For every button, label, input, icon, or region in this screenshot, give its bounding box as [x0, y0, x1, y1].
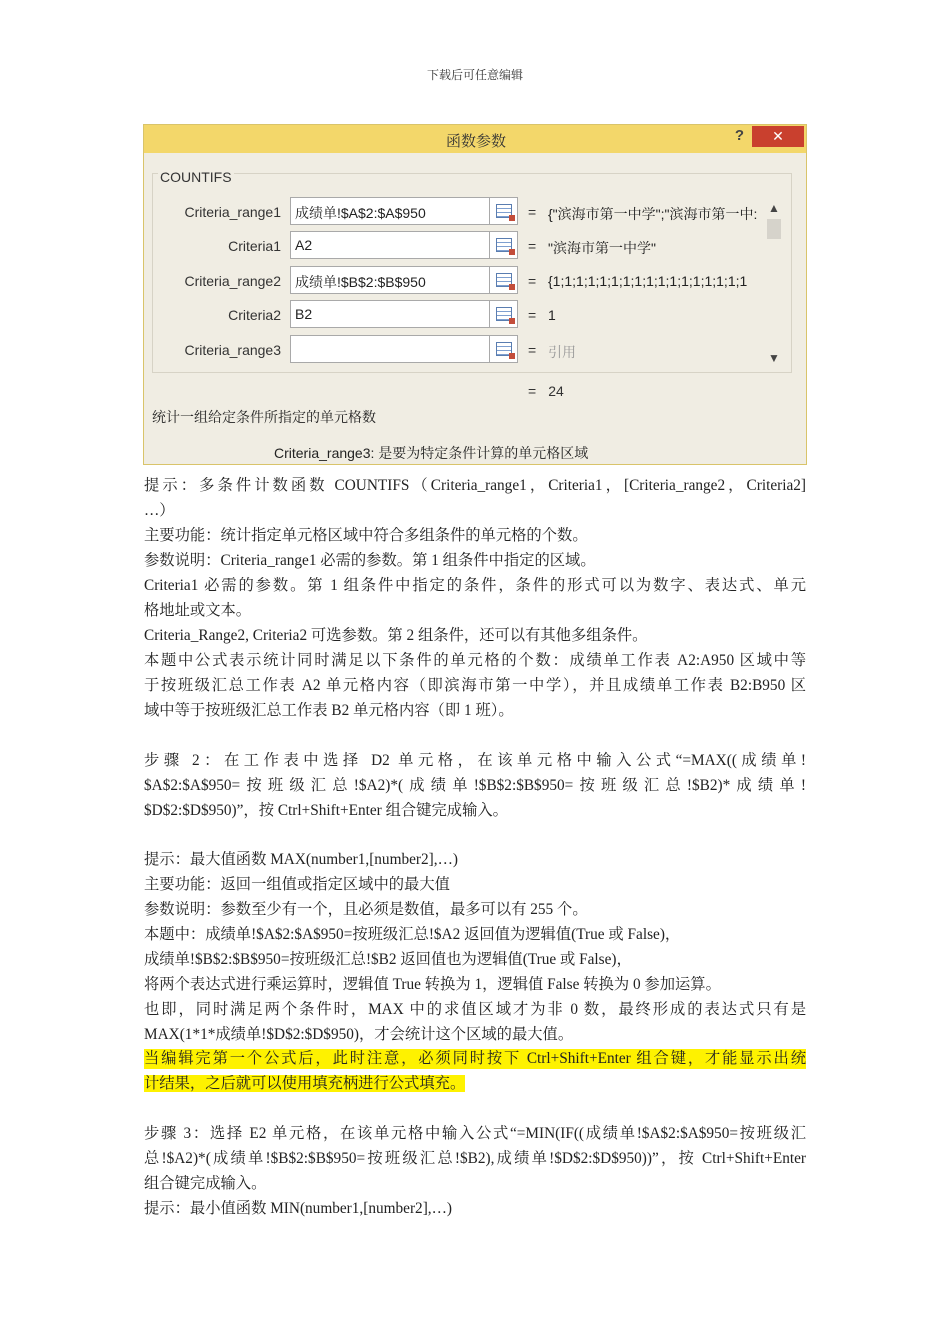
paragraph-line: Criteria_Range2, Criteria2 可选参数。第 2 组条件，还可以有其他多组条件。 [144, 627, 648, 644]
paragraph-line: 提示：多条件计数函数 COUNTIFS（Criteria_range1，Criteria1，[Criteria_range2，Criteria2] [144, 477, 806, 494]
paragraph-line: 参数说明：Criteria_range1 必需的参数。第 1 组条件中指定的区域。 [144, 552, 596, 569]
paragraph-line: 域中等于按班级汇总工作表 B2 单元格内容（即 1 班）。 [144, 702, 514, 719]
arg-label: Criteria1 [228, 238, 281, 254]
paragraph-line: 将两个表达式进行乘运算时，逻辑值 True 转换为 1，逻辑值 False 转换为 0 参加运算。 [144, 976, 721, 993]
formula-result [528, 383, 564, 399]
help-icon[interactable]: ? [734, 127, 744, 144]
args-scrollbar[interactable] [764, 201, 784, 365]
arg-label: Criteria_range2 [184, 273, 281, 289]
equals-sign: = [528, 204, 537, 220]
result-value: 24 [548, 383, 564, 399]
equals-sign: = [528, 383, 537, 399]
paragraph-line: MAX(1*1*成绩单!$D$2:$D$950)，才会统计这个区域的最大值。 [144, 1026, 574, 1043]
equals-sign: = [528, 307, 537, 323]
arg-value: {1;1;1;1;1;1;1;1;1;1;1;1;1;1;1;1;1 [548, 273, 748, 289]
arg-label: Criteria2 [228, 307, 281, 323]
paragraph-line: 参数说明：参数至少有一个，且必须是数值，最多可以有 255 个。 [144, 901, 588, 918]
arg-input-criteria-range3[interactable] [290, 335, 490, 363]
paragraph-line: 也即，同时满足两个条件时，MAX 中的求值区域才为非 0 数，最终形成的表达式只有是 [144, 1001, 806, 1018]
chevron-up-icon[interactable]: ▲ [768, 201, 780, 215]
paragraph-line: 本题中：成绩单!$A$2:$A$950=按班级汇总!$A2 返回值为逻辑值(True 或 False)， [144, 926, 681, 943]
arg-row-criteria2 [144, 300, 807, 330]
equals-sign: = [528, 273, 537, 289]
highlighted-line: 当编辑完第一个公式后，此时注意，必须同时按下 Ctrl+Shift+Enter 组合键，才能显示出统 [144, 1050, 806, 1067]
arg-value: 1 [548, 307, 556, 323]
arg-input-criteria-range1[interactable]: 成绩单!$A$2:$A$950 [290, 197, 490, 225]
paragraph-line: 本题中公式表示统计同时满足以下条件的单元格的个数：成绩单工作表 A2:A950 区域中等 [144, 652, 806, 669]
range-select-button[interactable] [490, 266, 518, 294]
range-select-icon [496, 342, 512, 356]
arg-row-criteria-range2 [144, 266, 807, 296]
paragraph-line: 总!$A2)*(成绩单!$B$2:$B$950=按班级汇总!$B2),成绩单!$D$2:$D$950))”，按 Ctrl+Shift+Enter [144, 1150, 806, 1167]
arg-label: Criteria_range3 [184, 342, 281, 358]
paragraph-line: Criteria1 必需的参数。第 1 组条件中指定的条件，条件的形式可以为数字、表达式、单元 [144, 577, 806, 594]
paragraph-line: $A$2:$A$950=按班级汇总!$A2)*(成绩单!$B$2:$B$950=按班级汇总!$B2)*成绩单! [144, 777, 806, 794]
range-select-button[interactable] [490, 231, 518, 259]
equals-sign: = [528, 342, 537, 358]
paragraph-line: 组合键完成输入。 [144, 1175, 267, 1192]
range-select-icon [496, 307, 512, 321]
scroll-thumb[interactable] [767, 219, 781, 239]
chevron-down-icon[interactable]: ▼ [768, 351, 780, 365]
range-select-button[interactable] [490, 300, 518, 328]
paragraph-line: 步骤 3：选择 E2 单元格，在该单元格中输入公式“=MIN(IF((成绩单!$A$2:$A$950=按班级汇 [144, 1125, 806, 1142]
paragraph-line: 主要功能：统计指定单元格区域中符合多组条件的单元格的个数。 [144, 527, 588, 544]
range-select-button[interactable] [490, 197, 518, 225]
function-arguments-dialog [143, 124, 807, 465]
highlighted-text: 计结果，之后就可以使用填充柄进行公式填充。 [144, 1075, 466, 1092]
paragraph-line: $D$2:$D$950)”，按 Ctrl+Shift+Enter 组合键完成输入。 [144, 802, 508, 819]
dialog-titlebar [144, 125, 807, 153]
function-name: COUNTIFS [160, 169, 232, 185]
paragraph-line: 提示：最小值函数 MIN(number1,[number2],…) [144, 1200, 453, 1217]
range-select-icon [496, 273, 512, 287]
range-select-icon [496, 204, 512, 218]
paragraph-line: 主要功能：返回一组值或指定区域中的最大值 [144, 876, 450, 893]
paragraph-line: 成绩单!$B$2:$B$950=按班级汇总!$B2 返回值也为逻辑值(True 或 False)， [144, 951, 632, 968]
range-select-icon [496, 238, 512, 252]
arg-row-criteria1 [144, 231, 807, 261]
arg-value: 引用 [548, 344, 576, 360]
arg-input-criteria2[interactable]: B2 [290, 300, 490, 328]
arg-label: Criteria_range1 [184, 204, 281, 220]
highlighted-line [144, 1074, 465, 1094]
arg-value: "滨海市第一中学" [548, 240, 656, 256]
page-header: 下载后可任意编辑 [426, 68, 523, 82]
paragraph-line: 步骤 2：在工作表中选择 D2 单元格，在该单元格中输入公式“=MAX((成绩单! [144, 752, 806, 769]
dialog-title: 函数参数 [445, 133, 506, 150]
equals-sign: = [528, 238, 537, 254]
arg-value: {"滨海市第一中学";"滨海市第一中: [548, 206, 758, 222]
paragraph-line: 于按班级汇总工作表 A2 单元格内容（即滨海市第一中学），并且成绩单工作表 B2:B950 区 [144, 677, 806, 694]
close-button[interactable]: ✕ [752, 126, 804, 147]
paragraph-line: 格地址或文本。 [144, 602, 252, 619]
arg-row-criteria-range3 [144, 335, 807, 365]
arg-input-criteria-range2[interactable]: 成绩单!$B$2:$B$950 [290, 266, 490, 294]
argument-description: Criteria_range3: 是要为特定条件计算的单元格区域 [274, 445, 589, 461]
paragraph-line: 提示：最大值函数 MAX(number1,[number2],…) [144, 851, 458, 868]
paragraph-line: …） [144, 502, 175, 519]
arg-input-criteria1[interactable]: A2 [290, 231, 490, 259]
function-description: 统计一组给定条件所指定的单元格数 [152, 409, 376, 425]
arg-row-criteria-range1 [144, 197, 807, 227]
range-select-button[interactable] [490, 335, 518, 363]
